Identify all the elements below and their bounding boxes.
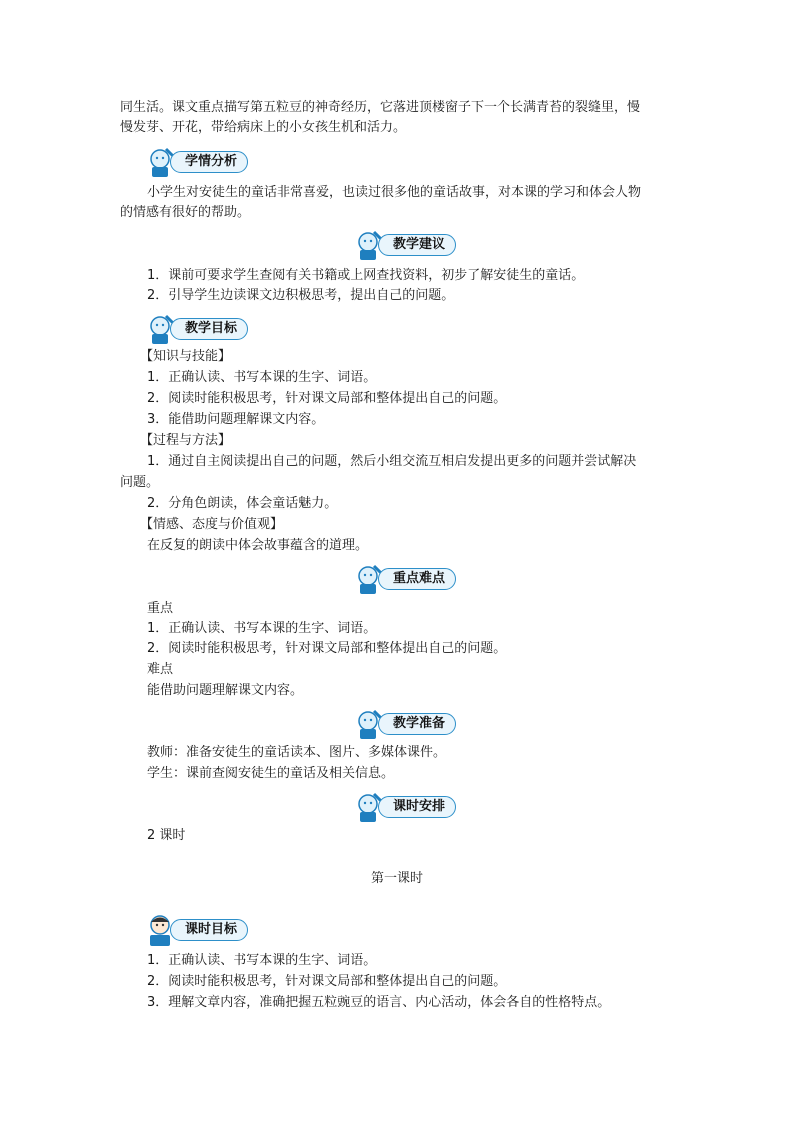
suggestion-item: 1．课前可要求学生查阅有关书籍或上网查找资料，初步了解安徒生的童话。: [147, 268, 585, 283]
section-banner-analysis: [146, 145, 286, 181]
lesson-goals-item: 3．理解文章内容，准确把握五粒豌豆的语言、内心活动，体会各自的性格特点。: [147, 995, 611, 1010]
goals-knowledge-item: 3．能借助问题理解课文内容。: [147, 412, 325, 427]
section-banner-goals: [146, 312, 286, 348]
section-title-keypoints: 重点难点: [378, 568, 456, 590]
section-banner-keypoints: [354, 562, 494, 598]
section-title-suggestion: 教学建议: [378, 234, 456, 256]
lesson-goals-item: 2．阅读时能积极思考，针对课文局部和整体提出自己的问题。: [147, 974, 507, 989]
goals-knowledge-item: 2．阅读时能积极思考，针对课文局部和整体提出自己的问题。: [147, 391, 507, 406]
prep-teacher: 教师：准备安徒生的童话读本、图片、多媒体课件。: [147, 745, 447, 760]
suggestion-item: 2．引导学生边读课文边积极思考，提出自己的问题。: [147, 288, 455, 303]
section-title-lesson-goals: 课时目标: [170, 919, 248, 941]
goals-emotion-heading: 【情感、态度与价值观】: [140, 517, 284, 532]
section-title-prep: 教学准备: [378, 713, 456, 735]
intro-line-1: 同生活。课文重点描写第五粒豆的神奇经历，它落进顶楼窗子下一个长满青苔的裂缝里，慢: [120, 100, 641, 115]
keypoints-diff-text: 能借助问题理解课文内容。: [147, 683, 304, 698]
goals-emotion-text: 在反复的朗读中体会故事蕴含的道理。: [147, 538, 369, 553]
goals-process-item-1a: 1．通过自主阅读提出自己的问题，然后小组交流互相启发提出更多的问题并尝试解决: [147, 454, 637, 469]
section-banner-suggestion: [354, 228, 494, 264]
keypoints-key-label: 重点: [147, 601, 174, 616]
section-banner-schedule: [354, 790, 494, 826]
keypoints-diff-label: 难点: [147, 662, 174, 677]
analysis-line-2: 的情感有很好的帮助。: [120, 205, 251, 220]
section-banner-prep: [354, 707, 494, 743]
prep-student: 学生：课前查阅安徒生的童话及相关信息。: [147, 766, 395, 781]
goals-process-item-1b: 问题。: [120, 475, 160, 490]
section-title-analysis: 学情分析: [170, 151, 248, 173]
intro-line-2: 慢发芽、开花，带给病床上的小女孩生机和活力。: [120, 120, 407, 135]
goals-knowledge-heading: 【知识与技能】: [140, 349, 232, 364]
section-title-goals: 教学目标: [170, 318, 248, 340]
goals-knowledge-item: 1．正确认读、书写本课的生字、词语。: [147, 370, 377, 385]
lesson-goals-item: 1．正确认读、书写本课的生字、词语。: [147, 953, 377, 968]
goals-process-heading: 【过程与方法】: [140, 433, 232, 448]
section-banner-lesson-goals: [146, 913, 286, 949]
goals-process-item-2: 2．分角色朗读，体会童话魅力。: [147, 496, 338, 511]
lesson-heading: 第一课时: [370, 871, 423, 886]
analysis-line-1: 小学生对安徒生的童话非常喜爱，也读过很多他的童话故事，对本课的学习和体会人物: [147, 185, 642, 200]
keypoints-key-item: 2．阅读时能积极思考，针对课文局部和整体提出自己的问题。: [147, 641, 507, 656]
keypoints-key-item: 1．正确认读、书写本课的生字、词语。: [147, 621, 377, 636]
section-title-schedule: 课时安排: [378, 796, 456, 818]
schedule-text: 2 课时: [147, 828, 186, 843]
